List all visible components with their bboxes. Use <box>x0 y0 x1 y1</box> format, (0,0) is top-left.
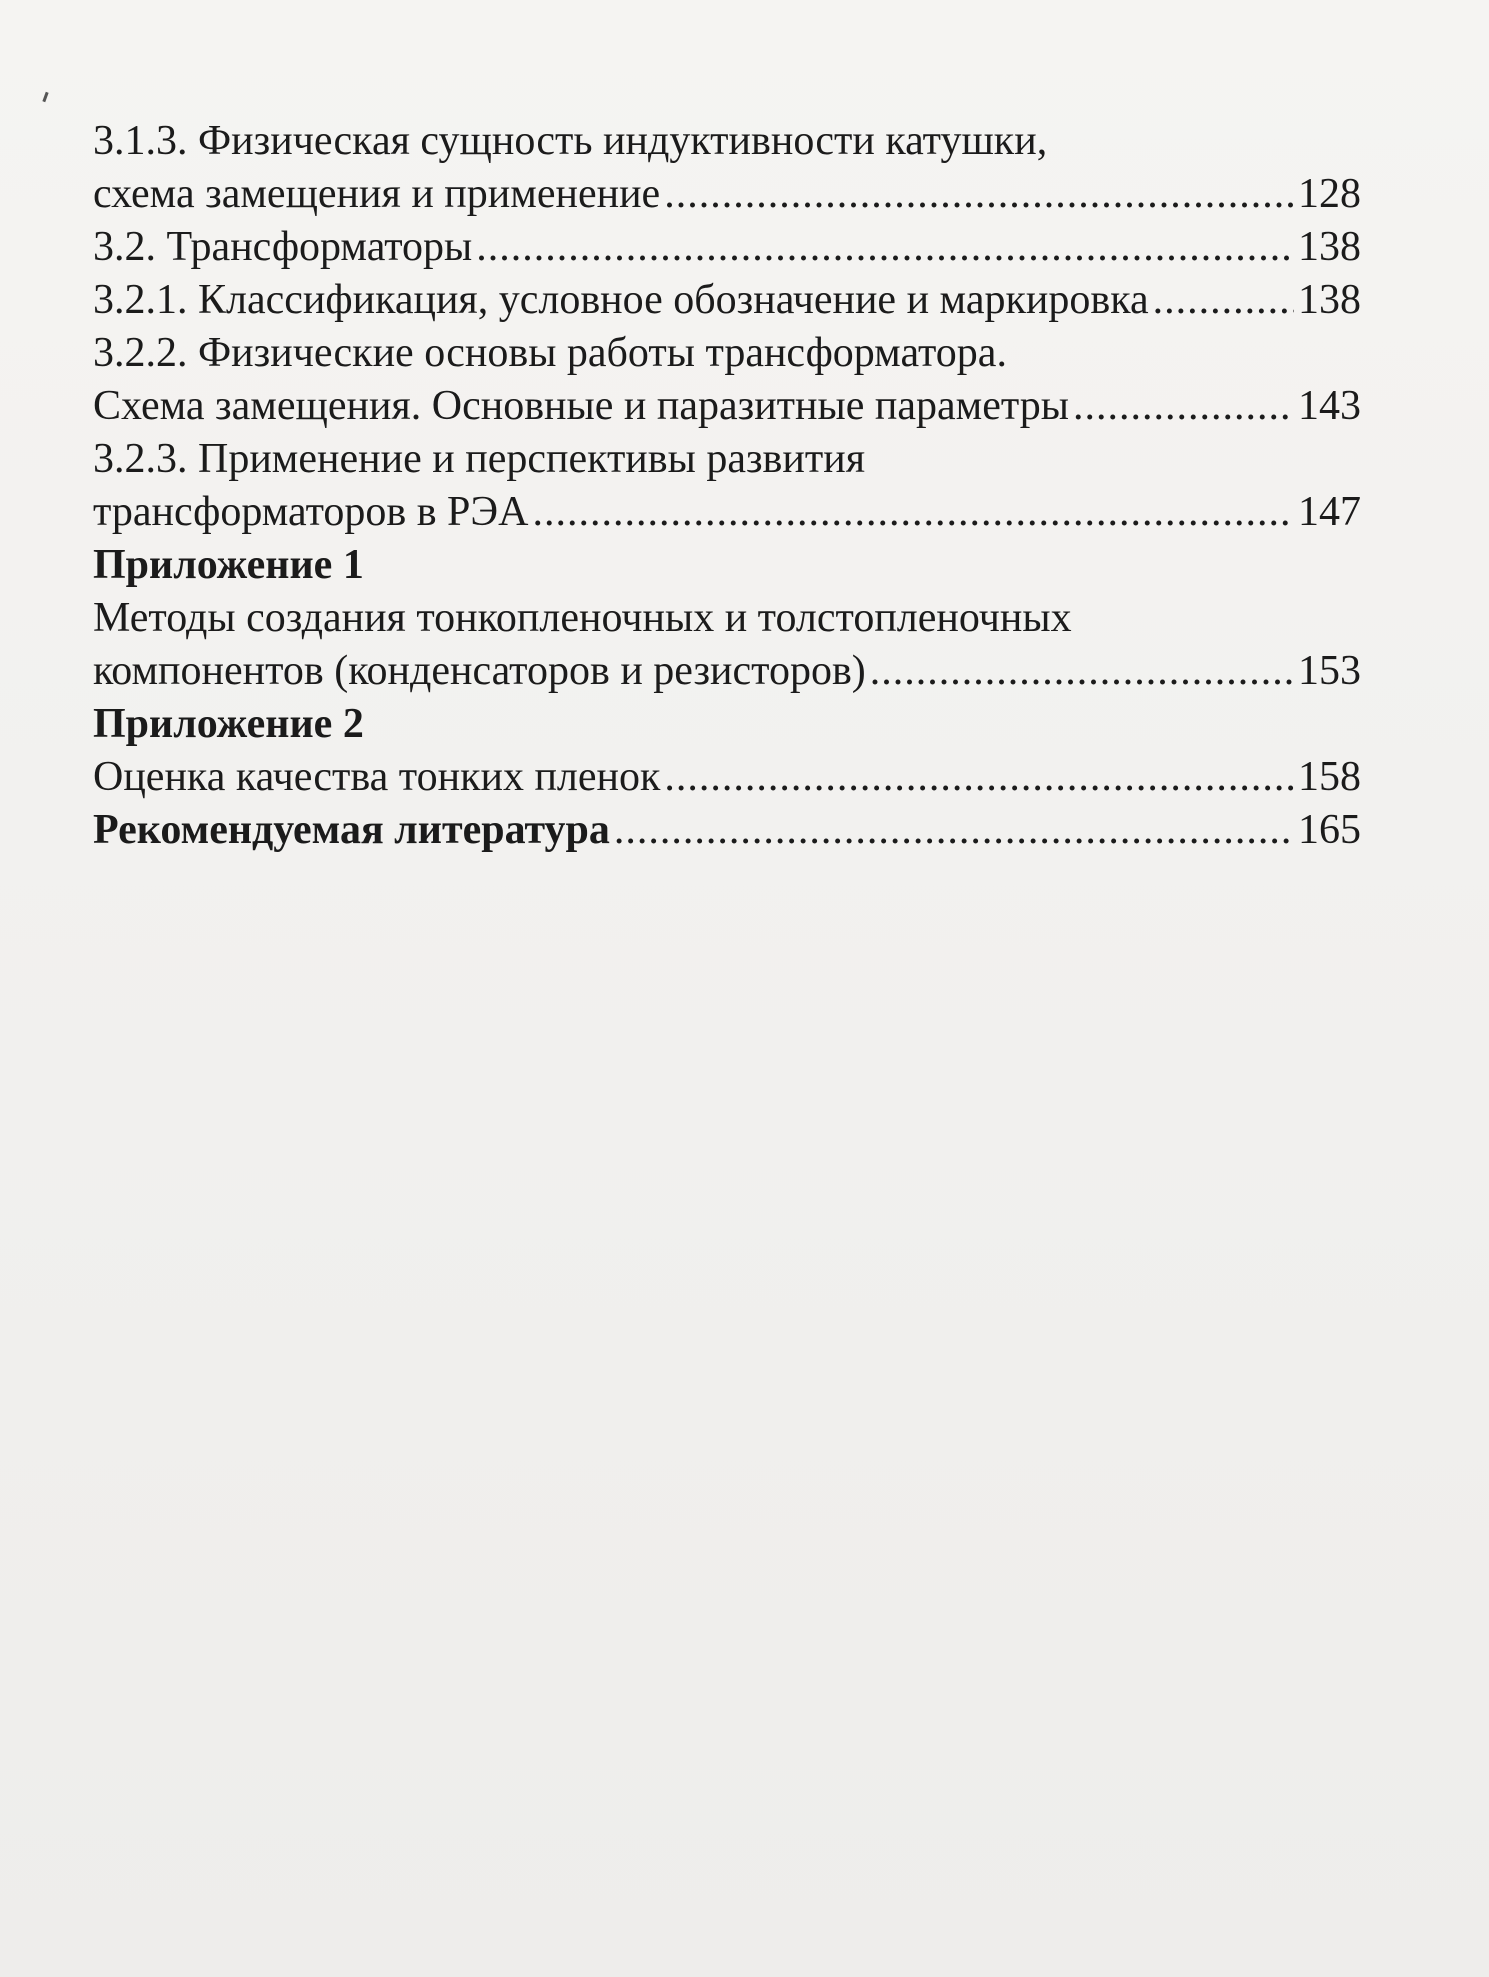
toc-line <box>93 645 1361 698</box>
toc-entry-title: 3.2. Трансформаторы <box>93 224 473 270</box>
toc-page-number: 165 <box>1298 807 1361 853</box>
dot-leader <box>664 751 1294 804</box>
toc-line <box>93 115 1361 168</box>
toc-entry-3-2-3[interactable] <box>93 433 1361 539</box>
toc-line <box>93 486 1361 539</box>
toc-page-number: 153 <box>1298 648 1361 694</box>
toc-line <box>93 592 1361 645</box>
toc-page-number: 138 <box>1298 277 1361 323</box>
dot-leader <box>476 221 1294 274</box>
toc-line <box>93 168 1361 221</box>
toc-entry-title: Методы создания тонкопленочных и толстопленочных <box>93 595 1072 641</box>
toc-page-number: 158 <box>1298 754 1361 800</box>
appendix-heading: Приложение 1 <box>93 542 364 588</box>
toc-entry-appendix-2[interactable] <box>93 698 1361 804</box>
toc-entry-title: 3.2.3. Применение и перспективы развития <box>93 436 866 482</box>
toc-line <box>93 380 1361 433</box>
table-of-contents <box>93 115 1361 857</box>
show-through-background <box>95 880 1395 1410</box>
dot-leader <box>664 168 1294 221</box>
toc-line <box>93 433 1361 486</box>
toc-entry-title: компонентов (конденсаторов и резисторов) <box>93 648 866 694</box>
toc-line <box>93 751 1361 804</box>
toc-heading-line <box>93 539 1361 592</box>
toc-page-number: 128 <box>1298 171 1361 217</box>
appendix-heading: Приложение 2 <box>93 701 364 747</box>
toc-line <box>93 221 1361 274</box>
dot-leader <box>870 645 1294 698</box>
toc-heading-line <box>93 698 1361 751</box>
dot-leader <box>614 804 1294 857</box>
toc-line <box>93 804 1361 857</box>
toc-entry-title: 3.1.3. Физическая сущность индуктивности катушки, <box>93 118 1048 164</box>
toc-entry-appendix-1[interactable] <box>93 539 1361 698</box>
toc-entry-title: трансформаторов в РЭА <box>93 489 529 535</box>
toc-entry-title: Оценка качества тонких пленок <box>93 754 661 800</box>
toc-entry-3-2[interactable] <box>93 221 1361 274</box>
toc-entry-3-2-2[interactable] <box>93 327 1361 433</box>
scan-mark <box>42 92 48 102</box>
dot-leader <box>1073 380 1294 433</box>
dot-leader <box>1153 274 1294 327</box>
dot-leader <box>532 486 1294 539</box>
toc-entry-title: 3.2.2. Физические основы работы трансформатора. <box>93 330 1007 376</box>
toc-entry-3-1-3[interactable] <box>93 115 1361 221</box>
toc-entry-title: 3.2.1. Классификация, условное обозначение и маркировка <box>93 277 1149 323</box>
toc-entry-literature[interactable] <box>93 804 1361 857</box>
toc-entry-3-2-1[interactable] <box>93 274 1361 327</box>
toc-entry-title: Рекомендуемая литература <box>93 807 610 853</box>
toc-line <box>93 274 1361 327</box>
toc-page-number: 138 <box>1298 224 1361 270</box>
toc-page-number: 147 <box>1298 489 1361 535</box>
toc-page-number: 143 <box>1298 383 1361 429</box>
toc-entry-title: схема замещения и применение <box>93 171 661 217</box>
toc-entry-title: Схема замещения. Основные и паразитные параметры <box>93 383 1069 429</box>
toc-line <box>93 327 1361 380</box>
